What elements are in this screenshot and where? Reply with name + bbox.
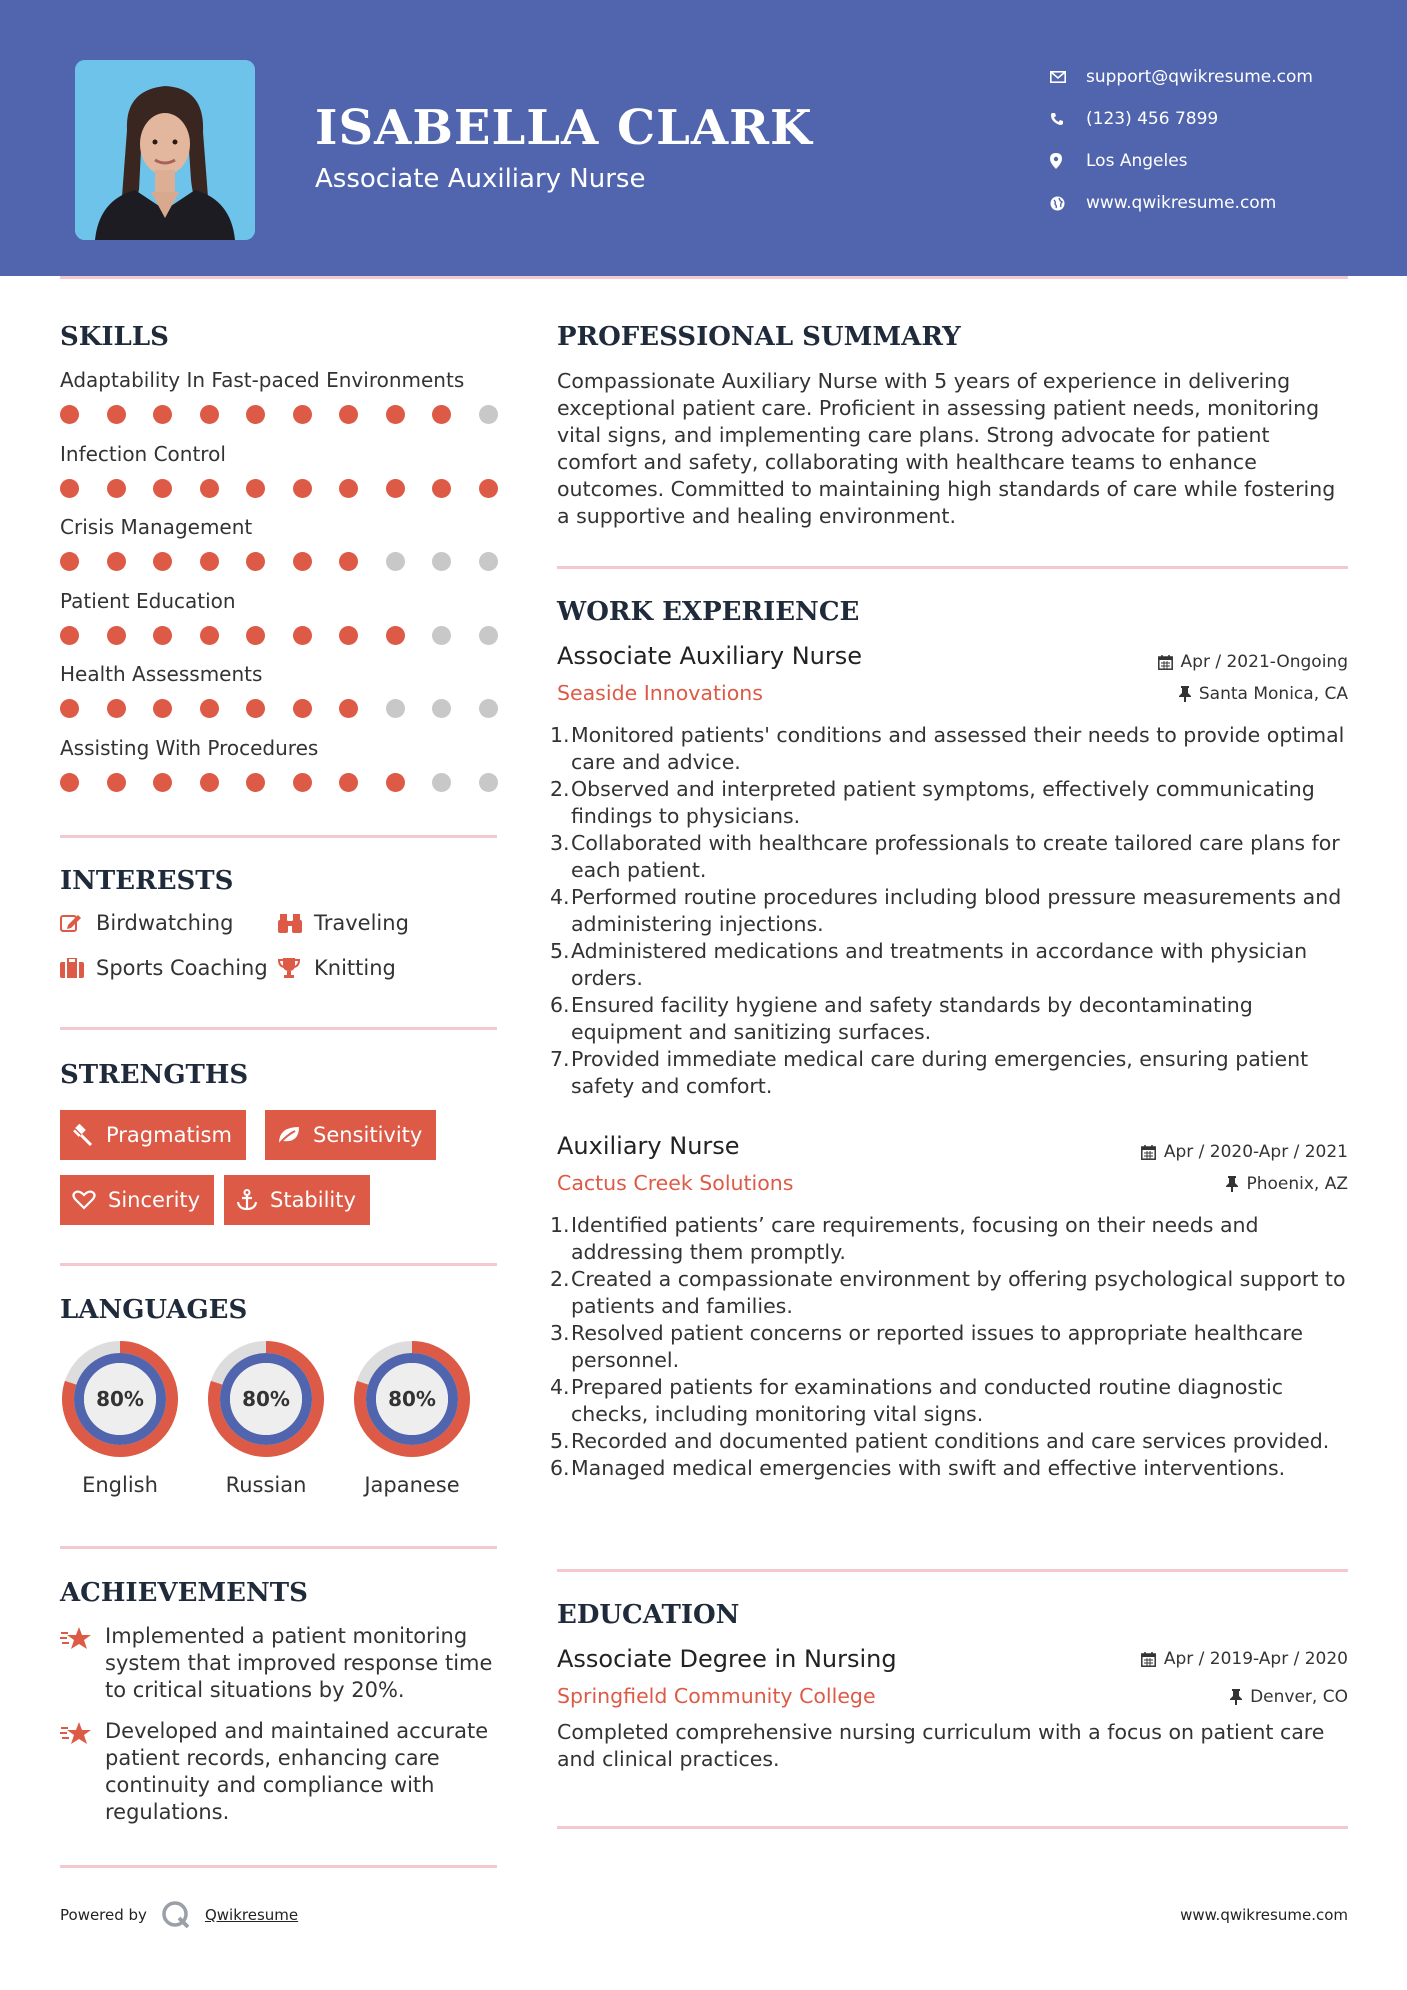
list-item: 2. Created a compassionate environment by offering psychological support to patients and families. [550, 1267, 1346, 1318]
rating-dot-filled [386, 773, 405, 792]
globe-icon [1050, 196, 1086, 211]
job-responsibilities [550, 1212, 1347, 1482]
language-name: English [82, 1473, 158, 1497]
contact-email[interactable] [1050, 56, 1390, 98]
strength-label: Sensitivity [313, 1123, 423, 1147]
rating-dot-filled [60, 626, 79, 645]
qwikresume-logo-icon [161, 1900, 191, 1930]
strength-label: Sincerity [108, 1188, 201, 1212]
list-item: 4. Performed routine procedures including blood pressure measurements and administering injections. [550, 885, 1342, 936]
skill-name: Infection Control [60, 441, 226, 466]
achievements-divider [60, 1865, 497, 1868]
rating-dot-filled [293, 479, 312, 498]
rating-dot-filled [386, 479, 405, 498]
summary-heading: PROFESSIONAL SUMMARY [557, 322, 961, 352]
skill-name: Health Assessments [60, 662, 263, 686]
star-icon [60, 1718, 105, 1826]
skill-rating [60, 626, 498, 645]
list-item: 3. Resolved patient concerns or reported issues to appropriate healthcare personnel. [550, 1321, 1304, 1372]
rating-dot-filled [200, 699, 219, 718]
skill-rating [60, 405, 498, 424]
language-progress-ring [352, 1339, 472, 1459]
rating-dot-filled [293, 699, 312, 718]
rating-dot-filled [60, 773, 79, 792]
interest-item [278, 956, 396, 980]
rating-dot-filled [60, 479, 79, 498]
education-text: Completed comprehensive nursing curriculum with a focus on patient care and clinical practices. [557, 1720, 1325, 1771]
rating-dot-filled [479, 479, 498, 498]
rating-dot-filled [60, 405, 79, 424]
rating-dot-empty [386, 699, 405, 718]
education-school: Springfield Community College [557, 1684, 876, 1708]
contact-email-text: support@qwikresume.com [1086, 67, 1313, 87]
language-name: Russian [225, 1473, 307, 1497]
job-dates: Apr / 2021-Ongoing [1158, 652, 1348, 672]
pushpin-icon [1226, 1176, 1238, 1192]
rating-dot-filled [200, 626, 219, 645]
pencil-icon [60, 913, 96, 933]
rating-dot-empty [432, 626, 451, 645]
rating-dot-filled [153, 479, 172, 498]
achievement-text: Developed and maintained accurate patient records, enhancing care continuity and compliance with regulations. [105, 1719, 489, 1824]
rating-dot-filled [246, 552, 265, 571]
education-dates: Apr / 2019-Apr / 2020 [1141, 1649, 1348, 1669]
rating-dot-filled [339, 479, 358, 498]
language-percent: 80% [242, 1387, 290, 1411]
skills-divider [60, 835, 497, 838]
contact-website[interactable] [1050, 182, 1390, 224]
rating-dot-filled [153, 626, 172, 645]
skill-rating [60, 552, 498, 571]
rating-dot-filled [200, 405, 219, 424]
rating-dot-empty [479, 699, 498, 718]
interest-label: Sports Coaching [96, 956, 268, 980]
achievement-item [60, 1623, 500, 1704]
rating-dot-filled [246, 479, 265, 498]
job-role: Auxiliary Nurse [557, 1132, 740, 1160]
envelope-icon [1050, 71, 1086, 83]
rating-dot-filled [60, 699, 79, 718]
language-item [352, 1339, 472, 1497]
pushpin-icon [1179, 686, 1191, 702]
gavel-icon [72, 1124, 94, 1146]
strength-badge [60, 1175, 214, 1225]
interest-label: Traveling [314, 911, 409, 935]
map-pin-icon [1050, 153, 1086, 169]
rating-dot-filled [153, 773, 172, 792]
rating-dot-filled [107, 405, 126, 424]
job-company: Seaside Innovations [557, 681, 763, 705]
experience-heading: WORK EXPERIENCE [557, 597, 860, 627]
experience-divider [557, 1569, 1348, 1572]
languages-divider [60, 1546, 497, 1549]
candidate-name: ISABELLA CLARK [315, 100, 813, 156]
achievement-text: Implemented a patient monitoring system that improved response time to critical situations by 20%. [105, 1624, 493, 1702]
rating-dot-filled [339, 552, 358, 571]
rating-dot-filled [107, 552, 126, 571]
strength-badge [60, 1110, 246, 1160]
rating-dot-filled [246, 699, 265, 718]
strength-label: Pragmatism [106, 1123, 232, 1147]
rating-dot-filled [107, 479, 126, 498]
contact-phone-text: (123) 456 7899 [1086, 109, 1219, 129]
rating-dot-filled [339, 773, 358, 792]
rating-dot-empty [432, 699, 451, 718]
education-divider [557, 1826, 1348, 1829]
language-progress-ring [60, 1339, 180, 1459]
list-item: 5. Recorded and documented patient conditions and care services provided. [550, 1429, 1330, 1453]
rating-dot-empty [432, 773, 451, 792]
skill-name: Patient Education [60, 588, 236, 613]
skill-rating [60, 479, 498, 498]
contact-list [1050, 56, 1390, 224]
list-item: 4. Prepared patients for examinations and conducted routine diagnostic checks, including monitoring vital signs. [550, 1375, 1283, 1426]
list-item: 1. Monitored patients' conditions and assessed their needs to provide optimal care and advice. [550, 723, 1345, 774]
education-location: Denver, CO [1230, 1687, 1348, 1707]
qwikresume-link[interactable]: Qwikresume [204, 1906, 299, 1924]
binoculars-icon [278, 912, 314, 934]
rating-dot-filled [107, 699, 126, 718]
skill-name: Crisis Management [60, 515, 253, 539]
contact-website-text: www.qwikresume.com [1086, 193, 1277, 213]
job-role: Associate Auxiliary Nurse [557, 642, 863, 670]
phone-icon [1050, 112, 1086, 126]
summary-divider [557, 566, 1348, 569]
rating-dot-empty [479, 405, 498, 424]
rating-dot-empty [479, 552, 498, 571]
achievement-item [60, 1718, 500, 1826]
strength-badge [265, 1110, 436, 1160]
interest-label: Knitting [314, 956, 396, 980]
rating-dot-filled [339, 626, 358, 645]
rating-dot-filled [339, 699, 358, 718]
strengths-divider [60, 1263, 497, 1266]
education-degree: Associate Degree in Nursing [557, 1645, 897, 1673]
contact-location [1050, 140, 1390, 182]
skill-name: Adaptability In Fast-paced Environments [60, 368, 465, 392]
rating-dot-filled [339, 405, 358, 424]
rating-dot-filled [200, 773, 219, 792]
leaf-icon [277, 1125, 301, 1145]
rating-dot-empty [479, 626, 498, 645]
candidate-title: Associate Auxiliary Nurse [315, 164, 646, 194]
rating-dot-empty [432, 552, 451, 571]
skill-name: Assisting With Procedures [60, 735, 319, 760]
star-icon [60, 1623, 105, 1704]
interest-item [278, 911, 409, 935]
pushpin-icon [1230, 1689, 1242, 1705]
rating-dot-filled [293, 626, 312, 645]
language-item [206, 1339, 326, 1497]
calendar-icon [1158, 655, 1173, 670]
job-responsibilities [550, 722, 1347, 1100]
skill-rating [60, 699, 498, 718]
anchor-icon [236, 1189, 258, 1211]
footer-powered-by: Powered by Qwikresume [60, 1900, 298, 1930]
achievements-heading: ACHIEVEMENTS [60, 1578, 308, 1608]
list-item: 3. Collaborated with healthcare professionals to create tailored care plans for each patient. [550, 831, 1340, 882]
calendar-icon [1141, 1145, 1156, 1160]
rating-dot-filled [246, 405, 265, 424]
strength-badge [224, 1175, 370, 1225]
rating-dot-filled [386, 626, 405, 645]
language-name: Japanese [364, 1473, 460, 1497]
rating-dot-filled [200, 479, 219, 498]
rating-dot-empty [479, 773, 498, 792]
interests-heading: INTERESTS [60, 866, 234, 896]
header-divider [60, 276, 1348, 279]
rating-dot-filled [60, 552, 79, 571]
list-item: 6. Managed medical emergencies with swift and effective interventions. [550, 1456, 1286, 1480]
rating-dot-filled [107, 626, 126, 645]
list-item: 5. Administered medications and treatments in accordance with physician orders. [550, 939, 1308, 990]
job-location: Phoenix, AZ [1226, 1174, 1348, 1194]
strength-label: Stability [270, 1188, 356, 1212]
list-item: 6. Ensured facility hygiene and safety standards by decontaminating equipment and sanitizing surfaces. [550, 993, 1253, 1044]
strengths-heading: STRENGTHS [60, 1060, 249, 1090]
rating-dot-filled [153, 699, 172, 718]
briefcase-icon [60, 958, 96, 978]
contact-phone[interactable] [1050, 98, 1390, 140]
interests-divider [60, 1027, 497, 1030]
language-percent: 80% [96, 1387, 144, 1411]
education-heading: EDUCATION [557, 1600, 740, 1630]
skills-heading: SKILLS [60, 322, 169, 352]
rating-dot-filled [432, 479, 451, 498]
job-company: Cactus Creek Solutions [557, 1171, 794, 1195]
list-item: 7. Provided immediate medical care during emergencies, ensuring patient safety and comfort. [550, 1047, 1309, 1098]
interest-item [60, 911, 233, 935]
rating-dot-filled [293, 405, 312, 424]
calendar-icon [1141, 1652, 1156, 1667]
language-item [60, 1339, 180, 1497]
summary-text: Compassionate Auxiliary Nurse with 5 years of experience in delivering exceptional patient care. Proficient in assessing patient needs, monitoring vital signs, and implementing care plans. Strong advocate for patient comfort and safety, collaborating with healthcare teams to enhance outcomes. Committed to maintaining high standards of care while fostering a supportive and healing environment. [557, 369, 1336, 528]
rating-dot-filled [107, 773, 126, 792]
rating-dot-empty [386, 552, 405, 571]
rating-dot-filled [293, 552, 312, 571]
rating-dot-filled [246, 626, 265, 645]
language-progress-ring [206, 1339, 326, 1459]
list-item: 2. Observed and interpreted patient symptoms, effectively communicating findings to physicians. [550, 777, 1315, 828]
job-location: Santa Monica, CA [1179, 684, 1348, 704]
rating-dot-filled [200, 552, 219, 571]
interest-label: Birdwatching [96, 911, 234, 935]
rating-dot-filled [246, 773, 265, 792]
rating-dot-filled [153, 405, 172, 424]
rating-dot-filled [432, 405, 451, 424]
skill-rating [60, 773, 498, 792]
job-dates: Apr / 2020-Apr / 2021 [1141, 1142, 1348, 1162]
heart-icon [72, 1190, 96, 1210]
contact-location-text: Los Angeles [1086, 151, 1188, 171]
list-item: 1. Identified patients’ care requirements, focusing on their needs and addressing them promptly. [550, 1213, 1259, 1264]
language-percent: 80% [388, 1387, 436, 1411]
rating-dot-filled [293, 773, 312, 792]
interest-item [60, 956, 268, 980]
rating-dot-filled [153, 552, 172, 571]
profile-photo [75, 60, 255, 240]
rating-dot-filled [386, 405, 405, 424]
footer-website[interactable]: www.qwikresume.com [1180, 1906, 1348, 1924]
languages-heading: LANGUAGES [60, 1295, 248, 1325]
trophy-icon [278, 957, 314, 979]
